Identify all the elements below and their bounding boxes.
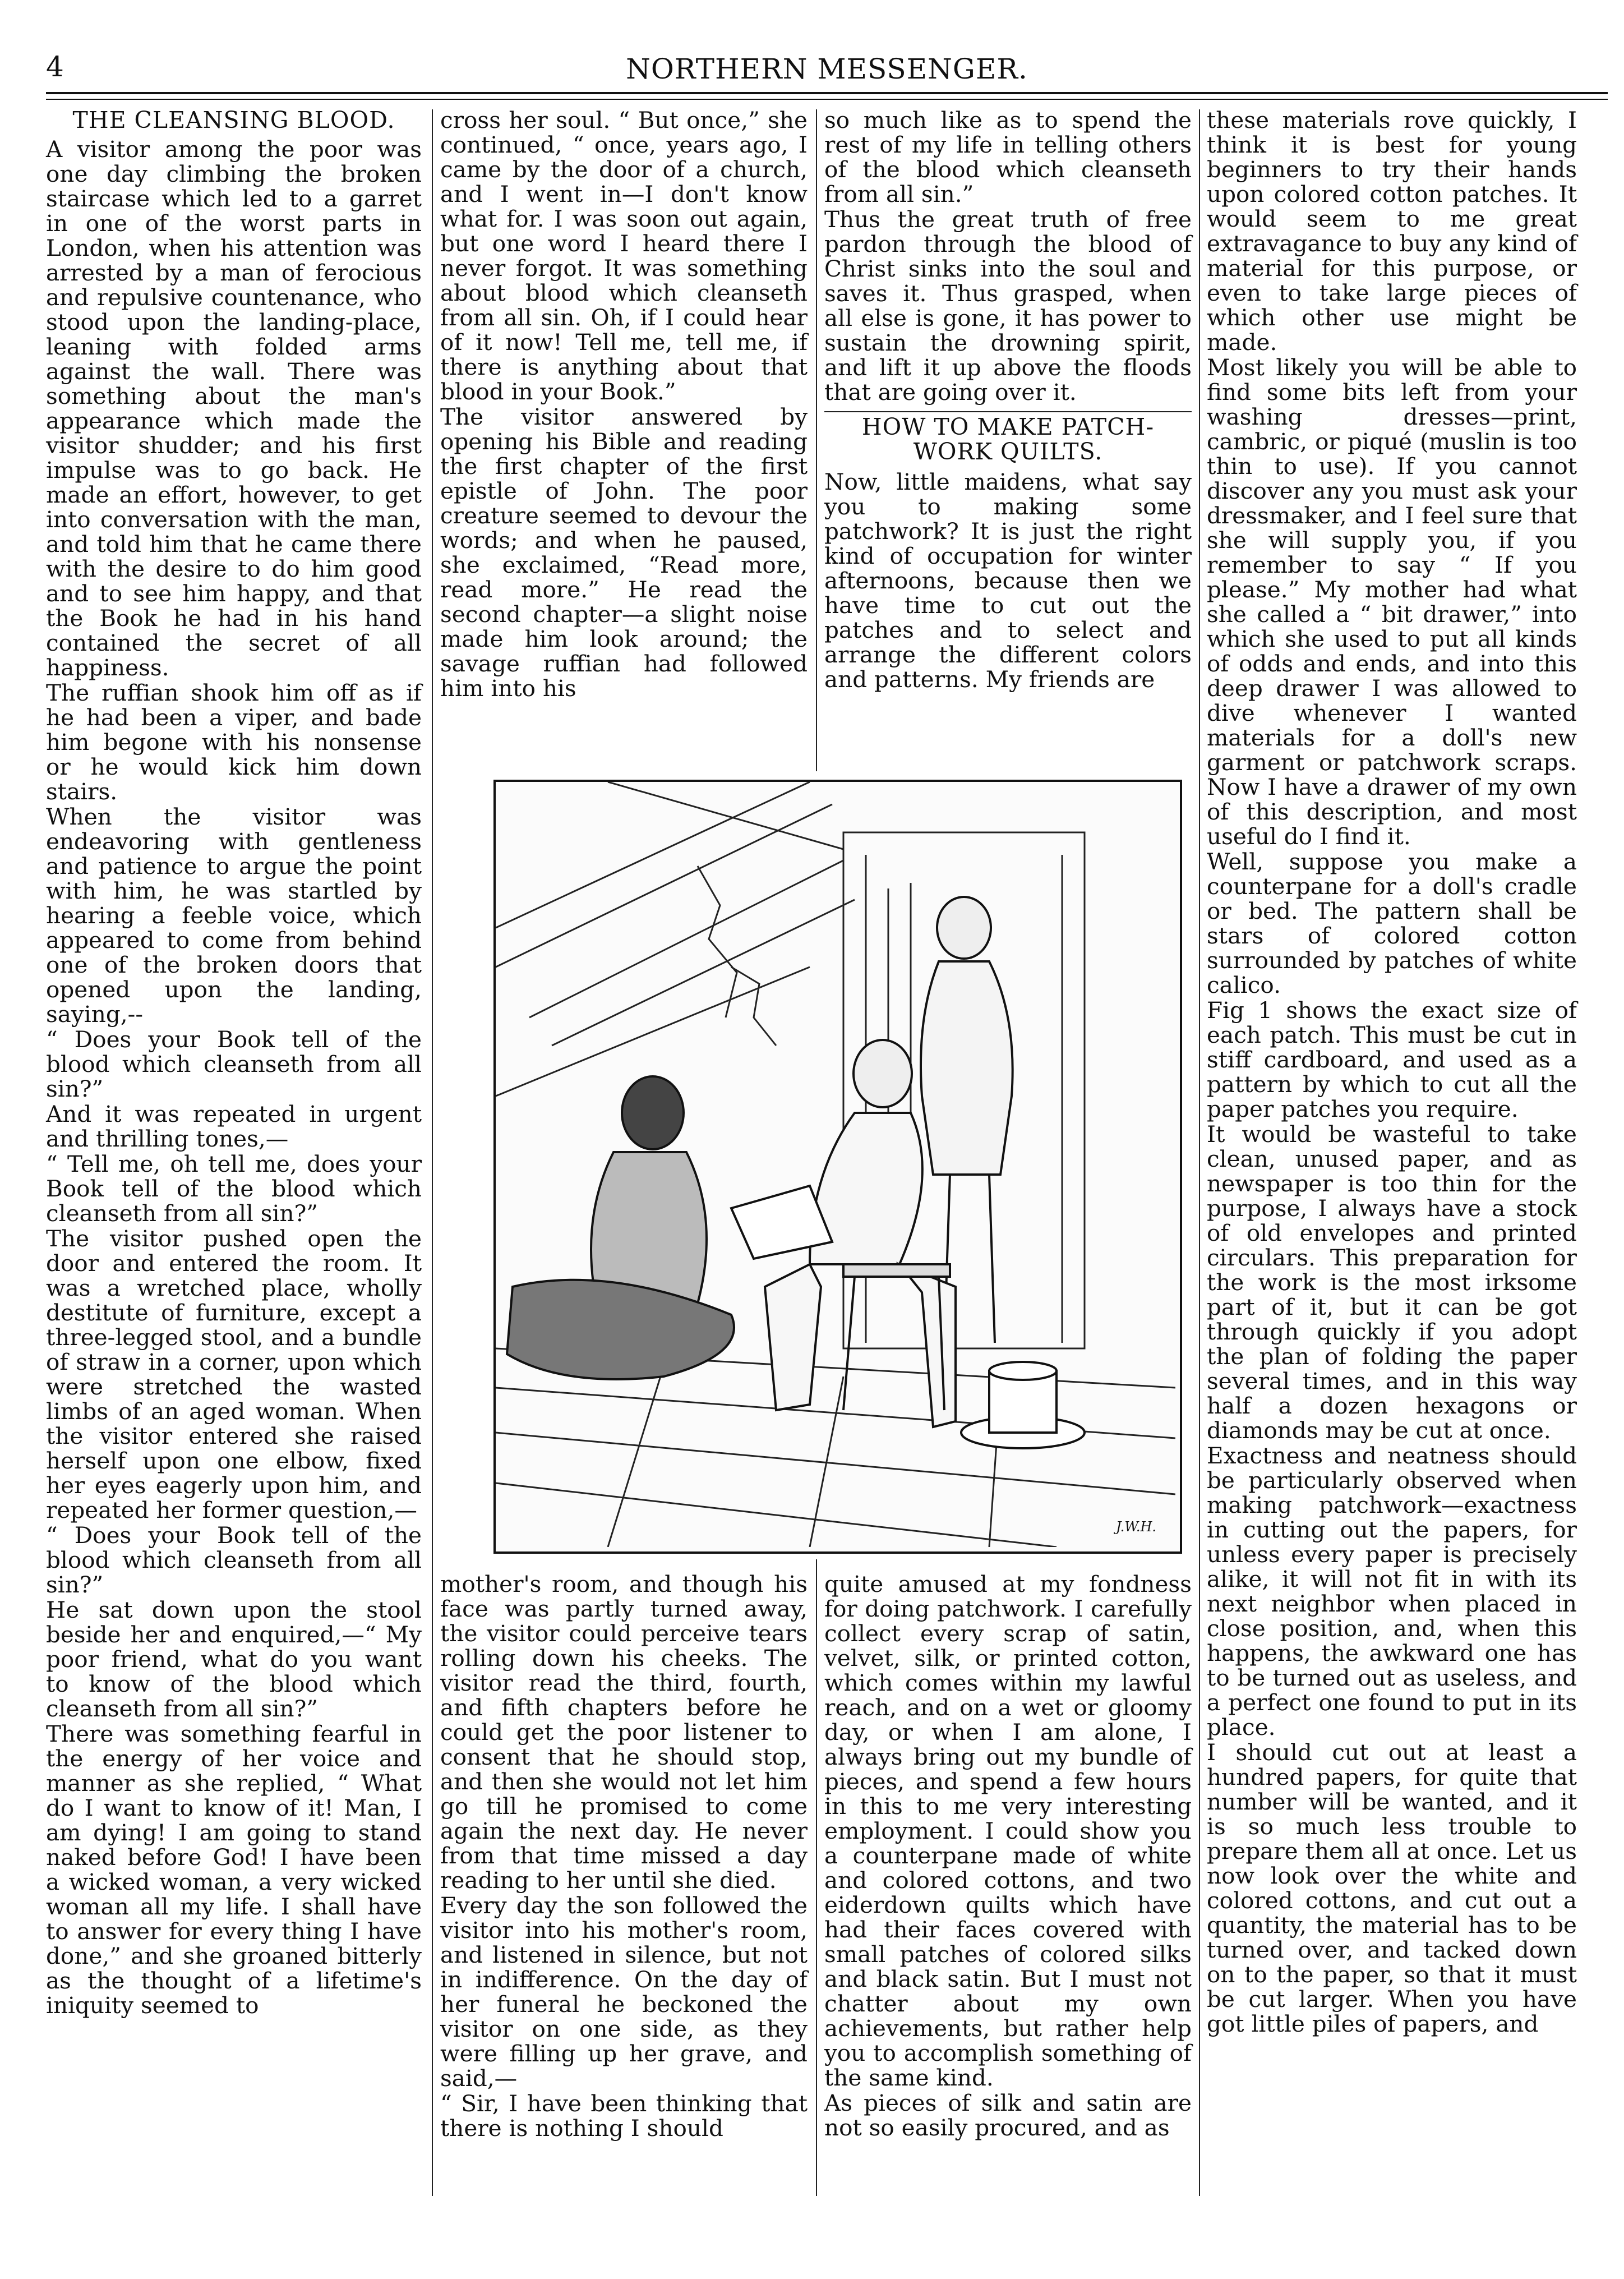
column-2-bottom (440, 1572, 808, 2140)
paragraph: The visitor pushed open the door and entered the room. It was a wretched place, wholly destitute of furniture, except a three-legged stool, and a bundle of straw in a corner, upon which were stretched the wasted limbs of an aged woman. When the visitor entered she raised herself upon one elbow, fixed her eyes eagerly upon him, and repeated her former question,— (46, 1225, 422, 1523)
column-3-top (824, 108, 1192, 692)
column-separator (1199, 109, 1200, 2196)
paragraph: He sat down upon the stool beside her and enquired,—“ My poor friend, what do you want to know of the blood which cleanseth from all sin?” (46, 1596, 422, 1722)
paragraph: The ruffian shook him off as if he had been a viper, and bade him begone with his nonsense or he would kick him down stairs. (46, 679, 422, 805)
paragraph: these materials rove quickly, I think it is best for young beginners to try their hands upon colored cotton patches. It would seem to me great extravagance to buy any kind of material for this purpose, or even to take large pieces of which other use might be made. (1207, 107, 1577, 356)
paragraph: “ Tell me, oh tell me, does your Book tell of the blood which cleanseth from all sin?” (46, 1150, 422, 1227)
page-header (46, 45, 1608, 95)
article-title-cleansing-blood: THE CLEANSING BLOOD. (72, 107, 395, 133)
paragraph: When the visitor was endeavoring with gentleness and patience to argue the point with him, he was startled by hearing a feeble voice, which appeared to come from behind one of the broken doors that opened upon the landing, saying,-- (46, 803, 422, 1028)
paragraph: The visitor answered by opening his Bible and reading the first chapter of the first epistle of John. The poor creature seemed to devour the words; and when he paused, she exclaimed, “Read more, read more.” He read the second chapter—a slight noise made him look around; the savage ruffian had followed him into his (440, 403, 808, 702)
artist-signature: J.W.H. (1115, 1519, 1156, 1535)
header-rule-thin (46, 99, 1608, 100)
paragraph: so much like as to spend the rest of my life in telling others of the blood which cleanseth from all sin.” (824, 107, 1192, 208)
paragraph: Fig 1 shows the exact size of each patch. This must be cut in stiff cardboard, and used as a pattern by which to cut all the paper patches you require. (1207, 997, 1577, 1122)
paragraph: There was something fearful in the energy of her voice and manner as she replied, “ What do I want to know of it! Man, I am dying! I am going to stand naked before God! I have been a wicked woman, a very wicked woman all my life. I shall have to answer for every thing I have done,” and she groaned bitterly as the thought of a lifetime's iniquity seemed to (46, 1720, 422, 2019)
paragraph: As pieces of silk and satin are not so easily procured, and as (824, 2089, 1192, 2141)
page-number: 4 (46, 50, 64, 83)
column-3-bottom (824, 1572, 1192, 2140)
paragraph: Well, suppose you make a counterpane for a doll's cradle or bed. The pattern shall be stars of colored cotton surrounded by patches of white calico. (1207, 848, 1577, 998)
paragraph: A visitor among the poor was one day climbing the broken staircase which led to a garret in one of the worst parts in London, when his attention was arrested by a man of ferocious and repulsive countenance, who stood upon the landing-place, leaning with folded arms against the wall. There was something about the man's appearance which made the visitor shudder; and his first impulse was to go back. He made an effort, however, to get into conversation with the man, and told him that he came there with the desire to do him good and to see him happy, and that the Book he had in his hand contained the secret of all happiness. (46, 136, 422, 681)
paragraph: Every day the son followed the visitor into his mother's room, and listened in silence, but not in indifference. On the day of her funeral he beckoned the visitor on one side, as they were filling up her grave, and said,— (440, 1892, 808, 2092)
engraving-illustration (493, 780, 1182, 1554)
paragraph: Now, little maidens, what say you to making some patchwork? It is just the right kind of occupation for winter afternoons, because then we have time to cut out the patches and to select and arrange the different colors and patterns. My friends are (824, 468, 1192, 693)
paragraph: “ Does your Book tell of the blood which cleanseth from all sin?” (46, 1026, 422, 1102)
column-separator (816, 1559, 817, 2196)
article-title-patchwork: HOW TO MAKE PATCH-WORK QUILTS. (824, 411, 1192, 464)
paragraph: quite amused at my fondness for doing patchwork. I carefully collect every scrap of satin, velvet, silk, or printed cotton, which comes within my lawful reach, and on a wet or gloomy day, or when I am alone, I always bring out my bundle of pieces, and spend a few hours in this to me very interesting employment. I could show you a counterpane made of white and colored cottons, and two eiderdown quilts which have had their faces covered with small patches of colored silks and black satin. But I must not chatter about my own achievements, but rather help you to accomplish something of the same kind. (824, 1571, 1192, 2091)
column-1 (46, 108, 422, 2018)
paragraph: Thus the great truth of free pardon through the blood of Christ sinks into the soul and saves it. Thus grasped, when all else is gone, it has power to sustain the drowning spirit, and lift it up above the floods that are going over it. (824, 206, 1192, 406)
page-title: NORTHERN MESSENGER. (626, 53, 1028, 85)
paragraph: mother's room, and though his face was partly turned away, the visitor could perceive tears rolling down his cheeks. The visitor read the third, fourth, and fifth chapters before he could get the poor listener to consent that he should stop, and then she would not let him go till he promised to come again the next day. He never from that time missed a day reading to her until she died. (440, 1571, 808, 1894)
engraving-drawing (496, 782, 1175, 1547)
paragraph: I should cut out at least a hundred papers, for quite that number will be wanted, and it is so much less trouble to prepare them all at once. Let us now look over the white and colored cottons, and cut out a quantity, the material has to be turned over, and tacked down on to the paper, so that it must be cut larger. When you have got little piles of papers, and (1207, 1739, 1577, 2037)
header-rule (46, 92, 1608, 94)
column-2-top (440, 108, 808, 701)
column-separator (432, 109, 433, 2196)
column-separator (816, 109, 817, 771)
paragraph: “ Does your Book tell of the blood which cleanseth from all sin?” (46, 1522, 422, 1598)
paragraph: cross her soul. “ But once,” she continued, “ once, years ago, I came by the door of a church, and I went in—I don't know what for. I was soon out again, but one word I heard there I never forgot. It was something about blood which cleanseth from all sin. Oh, if I could hear of it now! Tell me, tell me, if there is anything about that blood in your Book.” (440, 107, 808, 405)
paragraph: It would be wasteful to take clean, unused paper, and as newspaper is too thin for the purpose, I always have a stock of old envelopes and printed circulars. This preparation for the work is the most irksome part of it, but it can be got through quickly if you adopt the plan of folding the paper several times, and in this way half a dozen hexagons or diamonds may be cut at once. (1207, 1121, 1577, 1444)
paragraph: And it was repeated in urgent and thrilling tones,— (46, 1101, 422, 1152)
paragraph: “ Sir, I have been thinking that there is nothing I should (440, 2090, 808, 2142)
col1-body (46, 137, 422, 2018)
paragraph: Most likely you will be able to find some bits left from your washing dresses—print, cambric, or piqué (muslin is too thin to use). If you cannot discover any you must ask your dressmaker, and I feel sure that she will supply you, if you remember to say “ If you please.” My mother had what she called a “ bit drawer,” into which she used to put all kinds of odds and ends, and into this deep drawer I was allowed to dive whenever I wanted materials for a doll's new garment or patchwork scraps. Now I have a drawer of my own of this description, and most useful do I find it. (1207, 354, 1577, 850)
column-4 (1207, 108, 1577, 2036)
paragraph: Exactness and neatness should be particularly observed when making patchwork—exactness in cutting out the papers, for unless every paper is precisely alike, it will not fit in with its next neighbor when placed in close position, and, when this happens, the awkward one has to be turned out as useless, and a perfect one found to put in its place. (1207, 1442, 1577, 1741)
